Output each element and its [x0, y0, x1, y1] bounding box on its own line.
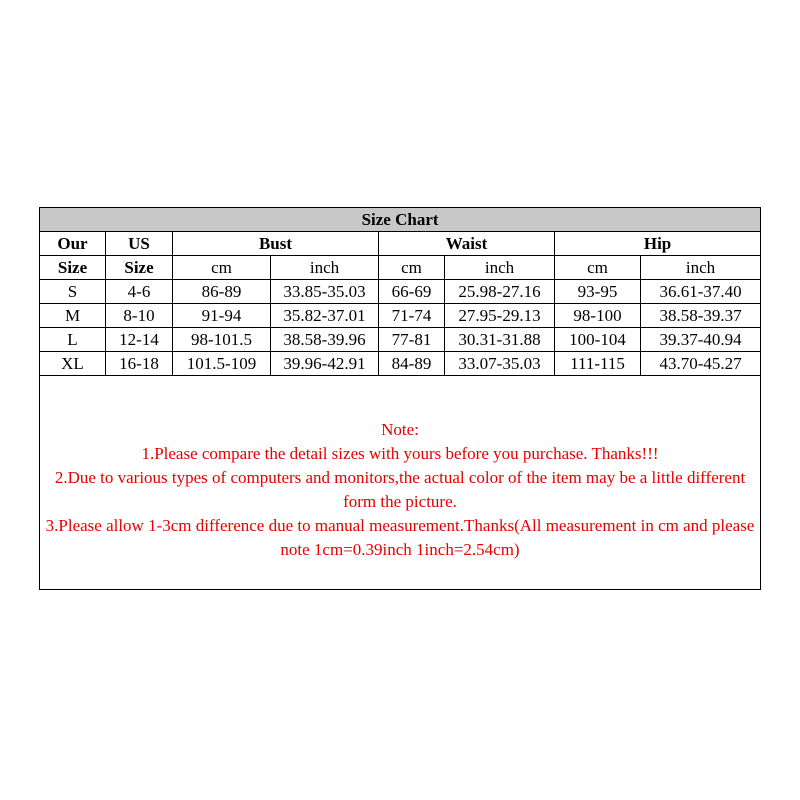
- header-hip-cm: cm: [555, 256, 641, 280]
- cell-hip-cm: 111-115: [555, 352, 641, 376]
- cell-bust-inch: 35.82-37.01: [271, 304, 379, 328]
- cell-waist-cm: 66-69: [379, 280, 445, 304]
- cell-bust-inch: 33.85-35.03: [271, 280, 379, 304]
- cell-waist-inch: 27.95-29.13: [445, 304, 555, 328]
- note-line-3: 3.Please allow 1-3cm difference due to manual measurement.Thanks(All measurement in cm and please note 1cm=0.39inch 1inch=2.54cm): [45, 516, 755, 559]
- table-row: [40, 280, 761, 304]
- header-hip: Hip: [555, 232, 761, 256]
- cell-hip-cm: 98-100: [555, 304, 641, 328]
- cell-our-size: S: [40, 280, 106, 304]
- note-line-2: 2.Due to various types of computers and monitors,the actual color of the item may be a little different form the picture.: [54, 468, 746, 511]
- title-row: [40, 208, 761, 232]
- note-section: [40, 418, 760, 562]
- cell-waist-cm: 71-74: [379, 304, 445, 328]
- header-row-2: [40, 256, 761, 280]
- header-waist: Waist: [379, 232, 555, 256]
- cell-hip-inch: 36.61-37.40: [641, 280, 761, 304]
- table-row: [40, 352, 761, 376]
- chart-title: Size Chart: [40, 208, 761, 232]
- header-our-size-2: Size: [40, 256, 106, 280]
- cell-hip-inch: 43.70-45.27: [641, 352, 761, 376]
- cell-us-size: 16-18: [106, 352, 173, 376]
- cell-us-size: 4-6: [106, 280, 173, 304]
- cell-our-size: M: [40, 304, 106, 328]
- cell-hip-inch: 38.58-39.37: [641, 304, 761, 328]
- cell-hip-cm: 100-104: [555, 328, 641, 352]
- header-hip-inch: inch: [641, 256, 761, 280]
- cell-waist-inch: 25.98-27.16: [445, 280, 555, 304]
- cell-bust-cm: 101.5-109: [173, 352, 271, 376]
- cell-our-size: XL: [40, 352, 106, 376]
- header-row-1: [40, 232, 761, 256]
- size-chart: [39, 207, 761, 590]
- cell-us-size: 8-10: [106, 304, 173, 328]
- header-bust: Bust: [173, 232, 379, 256]
- cell-hip-cm: 93-95: [555, 280, 641, 304]
- cell-bust-cm: 86-89: [173, 280, 271, 304]
- cell-our-size: L: [40, 328, 106, 352]
- cell-bust-inch: 39.96-42.91: [271, 352, 379, 376]
- cell-us-size: 12-14: [106, 328, 173, 352]
- header-waist-inch: inch: [445, 256, 555, 280]
- cell-waist-cm: 77-81: [379, 328, 445, 352]
- cell-hip-inch: 39.37-40.94: [641, 328, 761, 352]
- note-heading: Note:: [381, 420, 419, 439]
- cell-waist-inch: 33.07-35.03: [445, 352, 555, 376]
- cell-waist-inch: 30.31-31.88: [445, 328, 555, 352]
- header-our-size-1: Our: [40, 232, 106, 256]
- cell-bust-cm: 91-94: [173, 304, 271, 328]
- size-table: [39, 207, 761, 376]
- table-row: [40, 328, 761, 352]
- header-bust-cm: cm: [173, 256, 271, 280]
- header-bust-inch: inch: [271, 256, 379, 280]
- cell-bust-inch: 38.58-39.96: [271, 328, 379, 352]
- header-us-size-2: Size: [106, 256, 173, 280]
- cell-waist-cm: 84-89: [379, 352, 445, 376]
- note-line-1: 1.Please compare the detail sizes with yours before you purchase. Thanks!!!: [141, 444, 659, 463]
- table-row: [40, 304, 761, 328]
- cell-bust-cm: 98-101.5: [173, 328, 271, 352]
- header-waist-cm: cm: [379, 256, 445, 280]
- header-us-size-1: US: [106, 232, 173, 256]
